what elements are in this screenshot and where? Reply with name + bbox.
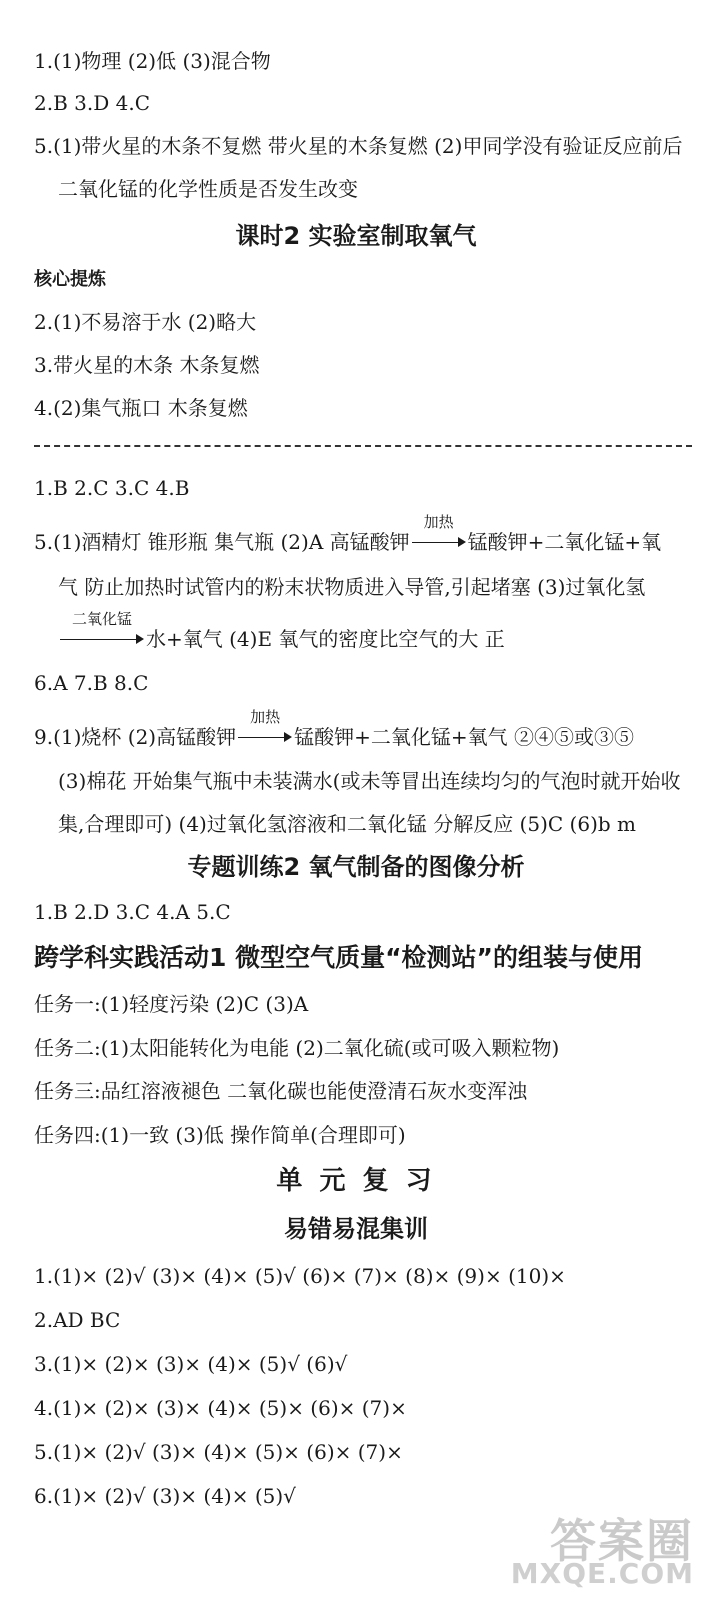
dashed-divider (34, 445, 692, 447)
answer-line (58, 610, 692, 654)
answer-line: 5.(1)× (2)√ (3)× (4)× (5)× (6)× (7)× (34, 1440, 403, 1464)
answer-line: 1.(1)物理 (2)低 (3)混合物 (34, 49, 271, 73)
answer-line: 任务二:(1)太阳能转化为电能 (2)二氧化硫(或可吸入颗粒物) (34, 1036, 560, 1060)
reaction-condition: 加热 (423, 513, 454, 531)
answer-line: 2.AD BC (34, 1308, 121, 1332)
answer-line: 6.(1)× (2)√ (3)× (4)× (5)√ (34, 1484, 296, 1508)
answer-text: 锰酸钾+二氧化锰+氧 (467, 530, 662, 554)
answer-line: 集,合理即可) (4)过氧化氢溶液和二氧化锰 分解反应 (5)C (6)b m (58, 812, 637, 836)
section-title-special: 专题训练2 氧气制备的图像分析 (187, 853, 525, 881)
answer-line: 任务一:(1)轻度污染 (2)C (3)A (34, 992, 309, 1016)
watermark-logo (512, 1505, 702, 1595)
section-subtitle-review: 易错易混集训 (284, 1215, 428, 1243)
answer-line: 1.(1)× (2)√ (3)× (4)× (5)√ (6)× (7)× (8)× (9)× (10)× (34, 1264, 566, 1288)
answer-line: 4.(2)集气瓶口 木条复燃 (34, 396, 248, 420)
answer-line: 4.(1)× (2)× (3)× (4)× (5)× (6)× (7)× (34, 1396, 407, 1420)
answer-line: 6.A 7.B 8.C (34, 671, 149, 695)
answer-text: 水+氧气 (4)E 氧气的密度比空气的大 正 (146, 627, 505, 651)
section-title-activity: 跨学科实践活动1 微型空气质量“检测站”的组装与使用 (34, 943, 643, 972)
answer-line: (3)棉花 开始集气瓶中未装满水(或未等冒出连续均匀的气泡时就开始收 (58, 769, 681, 793)
answer-text: 9.(1)烧杯 (2)高锰酸钾 (34, 725, 237, 749)
answer-line-5 (34, 513, 692, 557)
core-summary-label: 核心提炼 (34, 269, 106, 290)
answer-line: 3.带火星的木条 木条复燃 (34, 353, 260, 377)
answer-text: 锰酸钾+二氧化锰+氧气 ②④⑤或③⑤ (294, 725, 634, 749)
reaction-arrow-icon (238, 708, 292, 752)
answer-line: 3.(1)× (2)× (3)× (4)× (5)√ (6)√ (34, 1352, 348, 1376)
section-title-lesson2: 课时2 实验室制取氧气 (235, 222, 477, 250)
reaction-condition: 二氧化锰 (71, 610, 132, 628)
answer-text: 5.(1)酒精灯 锥形瓶 集气瓶 (2)A 高锰酸钾 (34, 530, 410, 554)
answer-line-9 (34, 708, 692, 752)
reaction-condition: 加热 (250, 708, 281, 726)
answer-line: 1.B 2.D 3.C 4.A 5.C (34, 900, 231, 924)
answer-line: 二氧化锰的化学性质是否发生改变 (58, 177, 358, 201)
answer-line: 任务三:品红溶液褪色 二氧化碳也能使澄清石灰水变浑浊 (34, 1079, 528, 1103)
watermark-text: 答案圈 (550, 1514, 694, 1568)
answer-line: 任务四:(1)一致 (3)低 操作简单(合理即可) (34, 1123, 406, 1147)
answer-line: 2.(1)不易溶于水 (2)略大 (34, 310, 257, 334)
answer-line: 2.B 3.D 4.C (34, 91, 150, 115)
reaction-arrow-icon (60, 610, 144, 654)
answer-line: 5.(1)带火星的木条不复燃 带火星的木条复燃 (2)甲同学没有验证反应前后 (34, 134, 683, 158)
watermark-url: MXQE.COM (510, 1557, 694, 1590)
reaction-arrow-icon (412, 513, 466, 557)
section-title-review: 单 元 复 习 (276, 1166, 436, 1196)
answer-line: 1.B 2.C 3.C 4.B (34, 476, 190, 500)
answer-line: 气 防止加热时试管内的粉末状物质进入导管,引起堵塞 (3)过氧化氢 (58, 575, 646, 599)
